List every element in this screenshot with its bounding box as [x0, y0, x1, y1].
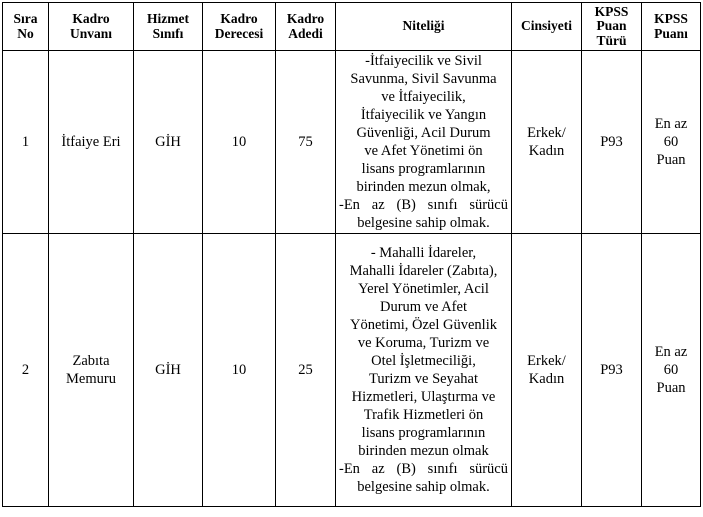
cell-kadro-derecesi: 10 [203, 51, 276, 234]
header-kadro-unvani: Kadro Unvanı [49, 3, 134, 51]
cell-cinsiyeti: Erkek/ Kadın [512, 234, 582, 507]
recruitment-table [2, 2, 701, 507]
header-cinsiyeti: Cinsiyeti [512, 3, 582, 51]
header-kpss-puani: KPSS Puanı [642, 3, 701, 51]
cell-kpss-puani: En az 60 Puan [642, 234, 701, 507]
cell-niteligi: - Mahalli İdareler, Mahalli İdareler (Zabıta), Yerel Yönetimler, Acil Durum ve Afet Yönetimi, Özel Güvenlik ve Koruma, Turizm ve Otel İşletmeciliği, Turizm ve Seyahat Hizmetleri, Ulaştırma ve Trafik Hizmetleri ön lisans programlarının birinden mezun olmak -En az (B) sınıfı sürücü belgesine sahip olmak. [336, 234, 512, 507]
cell-sira-no: 2 [3, 234, 49, 507]
header-kadro-derecesi: Kadro Derecesi [203, 3, 276, 51]
header-kadro-adedi: Kadro Adedi [276, 3, 336, 51]
cell-hizmet-sinifi: GİH [134, 234, 203, 507]
cell-kadro-derecesi: 10 [203, 234, 276, 507]
cell-kpss-puan-turu: P93 [582, 234, 642, 507]
cell-kpss-puani: En az 60 Puan [642, 51, 701, 234]
table-row [3, 51, 701, 234]
header-kpss-puan-turu: KPSS Puan Türü [582, 3, 642, 51]
cell-hizmet-sinifi: GİH [134, 51, 203, 234]
header-niteligi: Niteliği [336, 3, 512, 51]
cell-kadro-unvani: İtfaiye Eri [49, 51, 134, 234]
header-sira-no: Sıra No [3, 3, 49, 51]
cell-cinsiyeti: Erkek/ Kadın [512, 51, 582, 234]
cell-kadro-adedi: 25 [276, 234, 336, 507]
cell-sira-no: 1 [3, 51, 49, 234]
header-row [3, 3, 701, 51]
cell-kadro-adedi: 75 [276, 51, 336, 234]
header-hizmet-sinifi: Hizmet Sınıfı [134, 3, 203, 51]
cell-kpss-puan-turu: P93 [582, 51, 642, 234]
cell-niteligi: -İtfaiyecilik ve Sivil Savunma, Sivil Savunma ve İtfaiyecilik, İtfaiyecilik ve Yangın Güvenliği, Acil Durum ve Afet Yönetimi ön lisans programlarının birinden mezun olmak, -En az (B) sınıfı sürücü belgesine sahip olmak. [336, 51, 512, 234]
cell-kadro-unvani: Zabıta Memuru [49, 234, 134, 507]
table-row [3, 234, 701, 507]
